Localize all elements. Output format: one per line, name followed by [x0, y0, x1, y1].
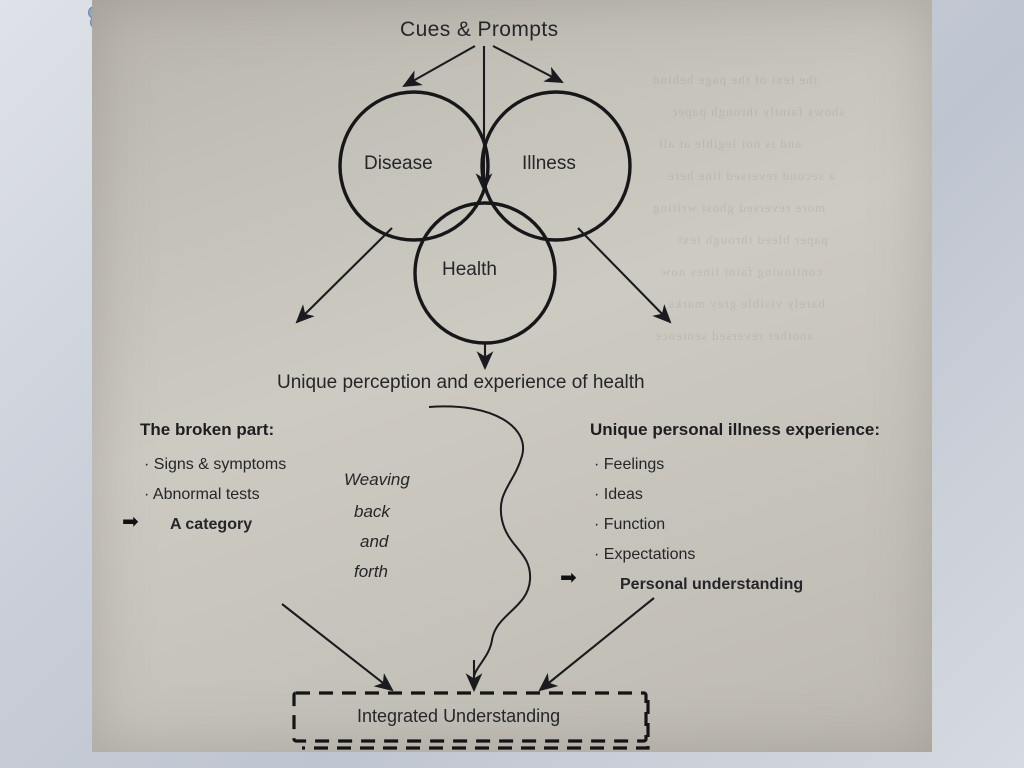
weave-word: Weaving — [344, 470, 410, 489]
weaving-squiggle — [429, 406, 530, 684]
list-item: · Abnormal tests — [144, 486, 260, 503]
list-item: · Expectations — [594, 546, 696, 563]
right-column-heading: Unique personal illness experience: — [590, 420, 881, 439]
list-item: · Feelings — [594, 456, 665, 473]
list-item: · Signs & symptoms — [144, 456, 287, 473]
scanned-page: the text of the page behind shows faintly through paper and is not legible at all a second reversed line here more reversed ghost writing paper bleed through text continuing faint lines now barely visible grey marks another reversed sentence Cues & Prompts Disease Illness Health Unique perception and experience of health Integrated Understanding The broken part: · Signs & symptoms · Abnormal tests A category ➡ Weaving back and forth Unique personal illness experience: · Feelings · Ideas · Function · Expectations Personal understanding ➡ — [92, 0, 932, 752]
label-cues-and-prompts: Cues & Prompts — [400, 18, 559, 41]
list-item: Personal understanding — [620, 576, 804, 593]
arrow-right-icon: ➡ — [122, 511, 139, 533]
venn-outflow-arrows — [297, 228, 670, 368]
right-column-items — [594, 450, 803, 600]
label-unique-perception: Unique perception and experience of health — [277, 372, 645, 393]
list-item: · Ideas — [594, 486, 643, 503]
left-column-heading: The broken part: — [140, 420, 275, 439]
label-health: Health — [442, 259, 497, 280]
weave-word: back — [354, 502, 390, 521]
list-item: · Function — [594, 516, 666, 533]
convergence-arrows — [282, 598, 654, 690]
label-integrated-understanding: Integrated Understanding — [357, 706, 561, 726]
list-item: A category — [170, 516, 253, 533]
label-illness: Illness — [522, 153, 576, 174]
weave-word: forth — [354, 562, 389, 581]
weave-word: and — [360, 532, 389, 551]
label-disease: Disease — [364, 153, 433, 174]
left-column-items — [144, 450, 286, 540]
arrow-right-icon: ➡ — [560, 567, 577, 589]
